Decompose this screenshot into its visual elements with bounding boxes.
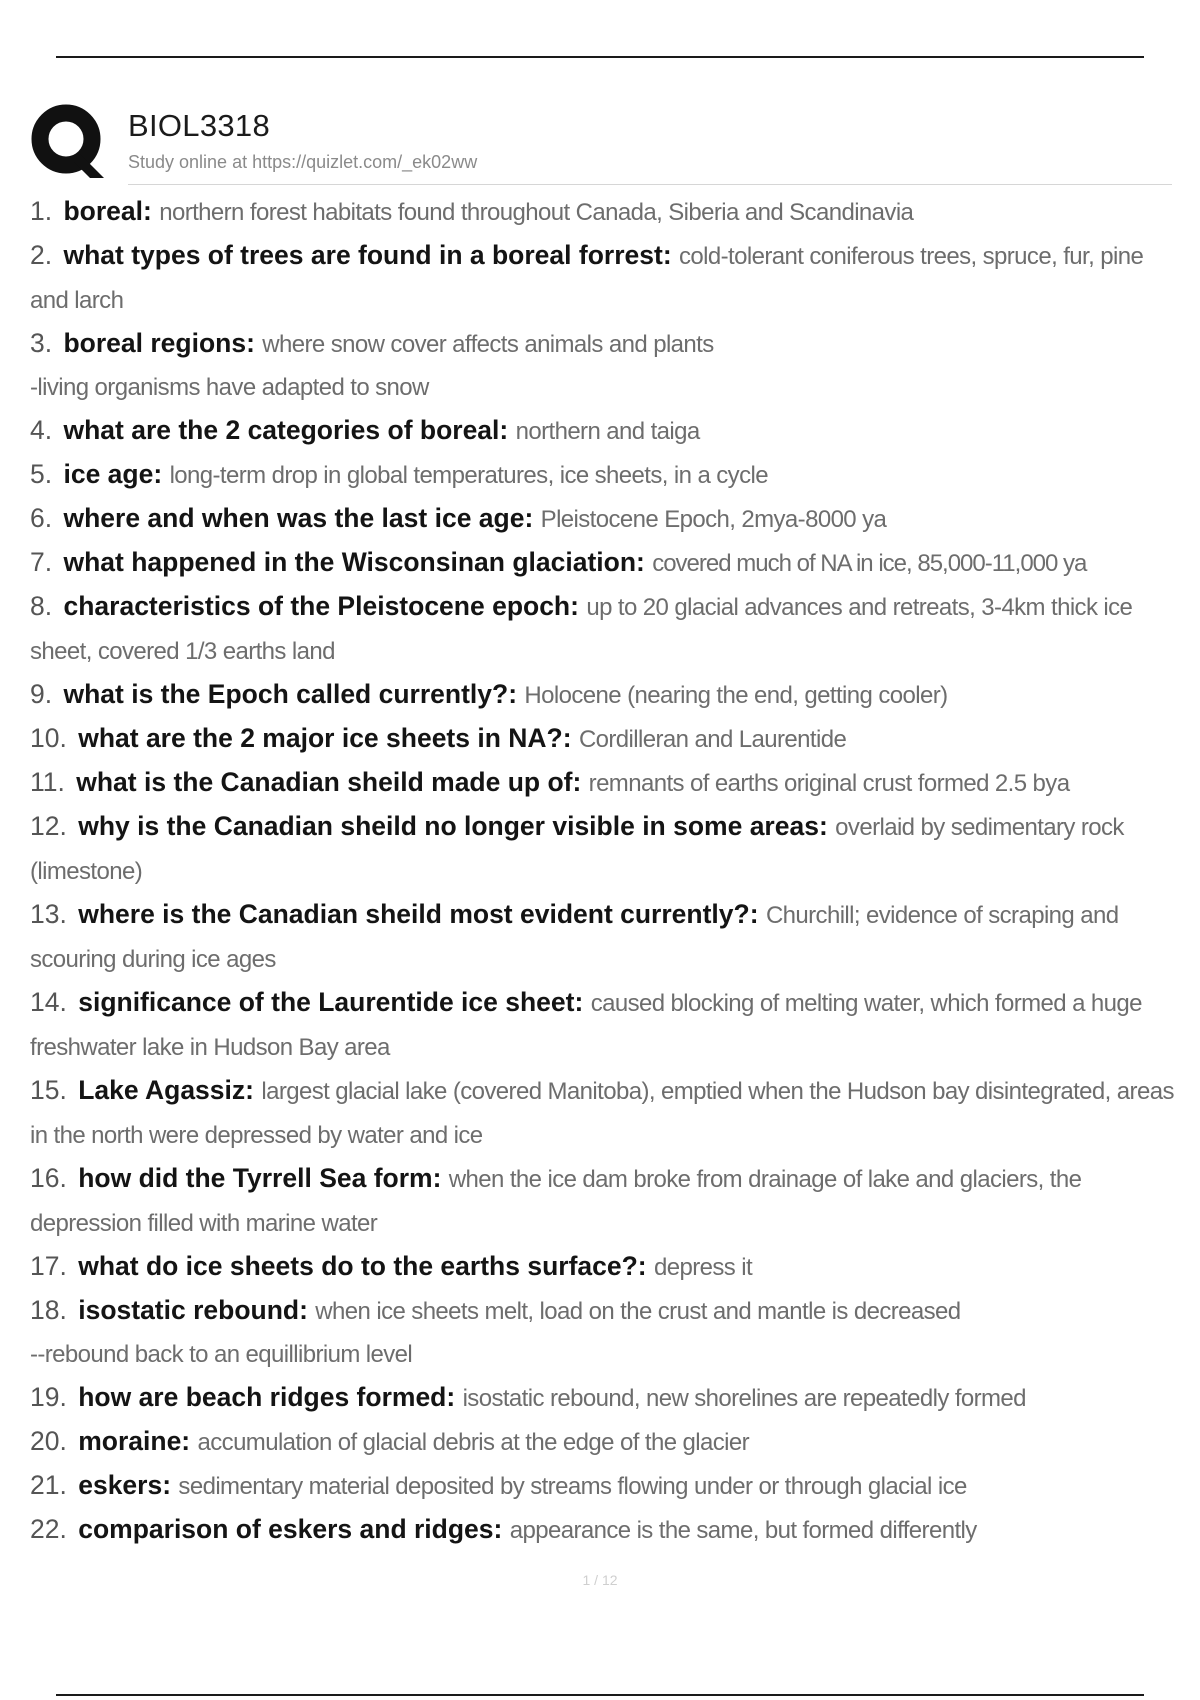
item-term: comparison of eskers and ridges:	[78, 1514, 503, 1544]
list-item	[30, 322, 1180, 409]
item-definition: northern and taiga	[515, 418, 700, 445]
item-number: 4.	[30, 415, 53, 445]
study-online-link[interactable]: Study online at https://quizlet.com/_ek02ww	[128, 152, 478, 172]
list-item	[30, 673, 1180, 717]
item-number: 1.	[30, 196, 53, 226]
item-definition: up to 20 glacial advances and retreats, 3-4km thick ice sheet, covered 1/3 earths land	[30, 594, 1133, 665]
item-number: 5.	[30, 459, 53, 489]
item-term: ice age:	[63, 459, 163, 489]
item-definition: covered much of NA in ice, 85,000-11,000 ya	[652, 550, 1087, 577]
list-item	[30, 497, 1180, 541]
item-number: 19.	[30, 1382, 67, 1412]
item-definition: cold-tolerant coniferous trees, spruce, fur, pine and larch	[30, 243, 1144, 314]
item-number: 14.	[30, 987, 67, 1017]
item-term: why is the Canadian sheild no longer visible in some areas:	[78, 811, 828, 841]
item-definition-continuation: --rebound back to an equillibrium level	[30, 1341, 413, 1368]
item-definition-continuation: -living organisms have adapted to snow	[30, 374, 429, 401]
item-term: what types of trees are found in a boreal forrest:	[63, 240, 672, 270]
item-number: 22.	[30, 1514, 67, 1544]
item-term: what are the 2 categories of boreal:	[63, 415, 509, 445]
item-definition: Pleistocene Epoch, 2mya-8000 ya	[540, 506, 887, 533]
item-number: 11.	[30, 767, 65, 797]
item-definition: overlaid by sedimentary rock (limestone)	[30, 814, 1124, 885]
item-number: 13.	[30, 899, 67, 929]
item-number: 15.	[30, 1075, 67, 1105]
item-definition: northern forest habitats found throughout Canada, Siberia and Scandinavia	[159, 199, 914, 226]
item-number: 17.	[30, 1251, 67, 1281]
item-definition: isostatic rebound, new shorelines are repeatedly formed	[462, 1385, 1026, 1412]
item-term: moraine:	[78, 1426, 191, 1456]
item-term: isostatic rebound:	[78, 1295, 308, 1325]
item-term: what is the Epoch called currently?:	[63, 679, 518, 709]
item-term: what are the 2 major ice sheets in NA?:	[78, 723, 572, 753]
item-term: what happened in the Wisconsinan glaciation:	[63, 547, 645, 577]
list-item	[30, 234, 1180, 322]
item-definition: long-term drop in global temperatures, ice sheets, in a cycle	[169, 462, 768, 489]
item-definition: accumulation of glacial debris at the edge of the glacier	[197, 1429, 750, 1456]
item-term: boreal regions:	[63, 328, 255, 358]
top-rule	[56, 56, 1144, 58]
item-number: 20.	[30, 1426, 67, 1456]
item-number: 3.	[30, 328, 53, 358]
item-term: eskers:	[78, 1470, 172, 1500]
item-definition: Holocene (nearing the end, getting cooler)	[524, 682, 948, 709]
item-definition: sedimentary material deposited by streams flowing under or through glacial ice	[178, 1473, 967, 1500]
item-definition: caused blocking of melting water, which formed a huge freshwater lake in Hudson Bay area	[30, 990, 1142, 1061]
item-definition: where snow cover affects animals and plants	[262, 331, 714, 358]
item-number: 7.	[30, 547, 53, 577]
header-divider	[128, 184, 1172, 185]
item-definition: remnants of earths original crust formed 2.5 bya	[588, 770, 1070, 797]
item-number: 8.	[30, 591, 53, 621]
list-item	[30, 541, 1180, 585]
item-term: what is the Canadian sheild made up of:	[76, 767, 582, 797]
item-definition: Churchill; evidence of scraping and scouring during ice ages	[30, 902, 1119, 973]
item-number: 12.	[30, 811, 67, 841]
list-item	[30, 585, 1180, 673]
list-item	[30, 717, 1180, 761]
item-number: 6.	[30, 503, 53, 533]
item-term: where and when was the last ice age:	[63, 503, 534, 533]
item-term: how are beach ridges formed:	[78, 1382, 456, 1412]
item-definition: when the ice dam broke from drainage of lake and glaciers, the depression filled with marine water	[30, 1166, 1082, 1237]
list-item	[30, 893, 1180, 981]
list-item	[30, 761, 1180, 805]
item-term: boreal:	[63, 196, 152, 226]
item-number: 16.	[30, 1163, 67, 1193]
list-item	[30, 1376, 1180, 1420]
list-item	[30, 1289, 1180, 1376]
item-definition: when ice sheets melt, load on the crust and mantle is decreased	[315, 1298, 961, 1325]
item-definition: Cordilleran and Laurentide	[578, 726, 847, 753]
list-item	[30, 805, 1180, 893]
bottom-rule	[56, 1694, 1144, 1696]
item-term: how did the Tyrrell Sea form:	[78, 1163, 442, 1193]
item-number: 21.	[30, 1470, 67, 1500]
list-item	[30, 1245, 1180, 1289]
item-definition: largest glacial lake (covered Manitoba), emptied when the Hudson bay disintegrated, areas in the north were depressed by water and ice	[30, 1078, 1174, 1149]
page-number: 1 / 12	[582, 1572, 618, 1588]
list-item	[30, 1464, 1180, 1508]
list-item	[30, 1069, 1180, 1157]
list-item	[30, 1420, 1180, 1464]
item-term: characteristics of the Pleistocene epoch:	[63, 591, 579, 621]
item-definition: appearance is the same, but formed differently	[509, 1517, 977, 1544]
list-item	[30, 981, 1180, 1069]
list-item	[30, 1157, 1180, 1245]
list-item	[30, 409, 1180, 453]
flashcard-list	[30, 190, 1180, 1552]
item-definition: depress it	[654, 1254, 753, 1281]
list-item	[30, 190, 1180, 234]
item-term: significance of the Laurentide ice sheet:	[78, 987, 584, 1017]
item-term: what do ice sheets do to the earths surface?:	[78, 1251, 647, 1281]
list-item	[30, 453, 1180, 497]
item-number: 2.	[30, 240, 53, 270]
item-number: 10.	[30, 723, 67, 753]
document-title: BIOL3318	[128, 108, 271, 143]
quizlet-q-logo-icon	[30, 102, 110, 182]
item-term: Lake Agassiz:	[78, 1075, 254, 1105]
item-number: 18.	[30, 1295, 67, 1325]
item-number: 9.	[30, 679, 53, 709]
list-item	[30, 1508, 1180, 1552]
document-header	[30, 100, 1172, 186]
item-term: where is the Canadian sheild most evident currently?:	[78, 899, 759, 929]
